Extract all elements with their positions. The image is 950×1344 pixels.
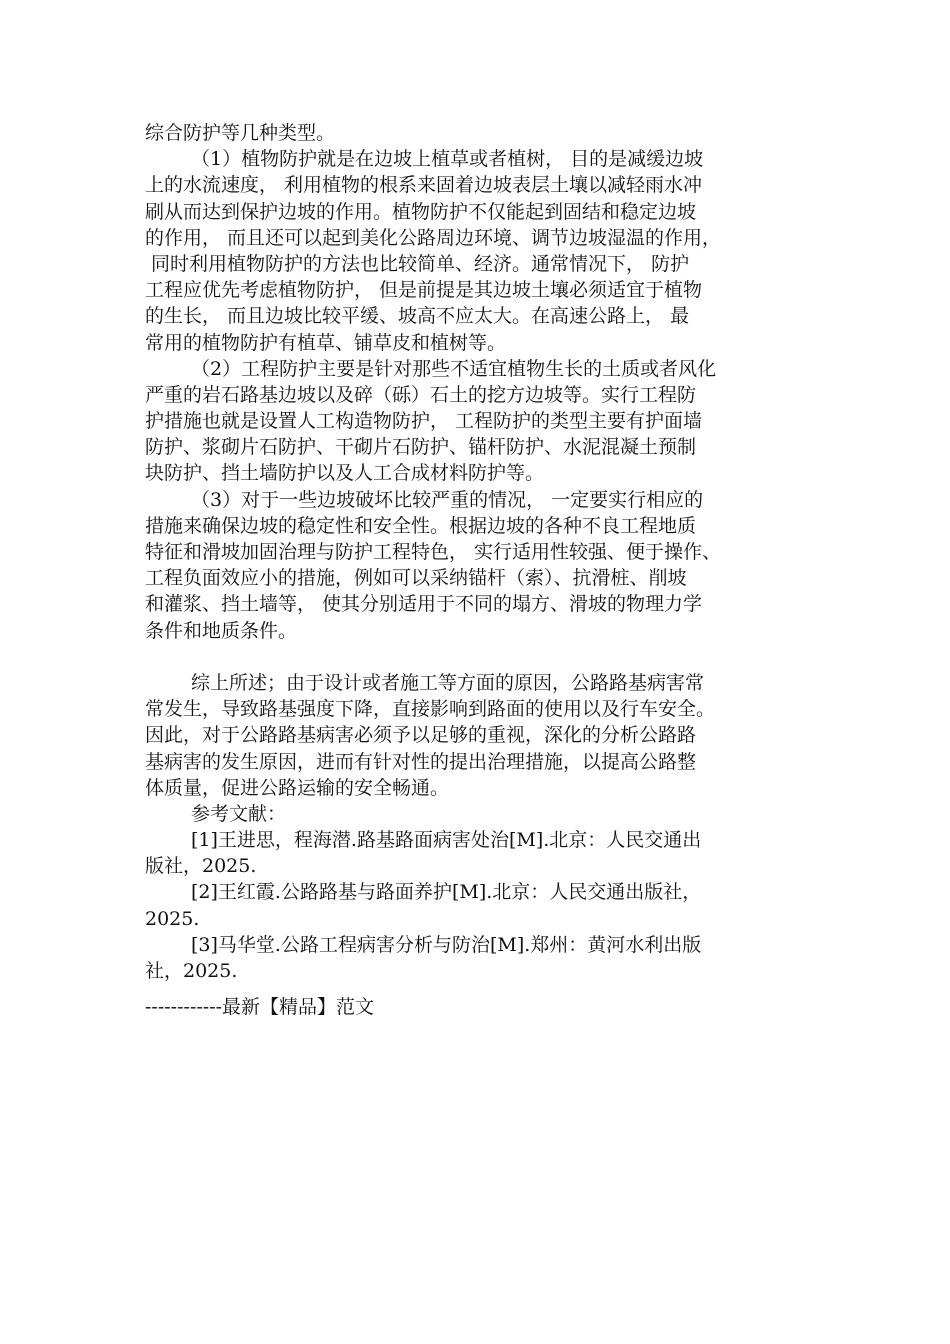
text-line: 工程负面效应小的措施，例如可以采纳锚杆（索）、抗滑桩、削坡: [145, 567, 687, 590]
text-line: [1]王进思，程海潜.路基路面病害处治[M].北京：人民交通出: [191, 829, 702, 852]
text-line: [3]马华堂.公路工程病害分析与防治[M].郑州：黄河水利出版: [191, 933, 702, 956]
text-line: 常用的植物防护有植草、铺草皮和植树等。: [145, 331, 507, 354]
text-line: 体质量，促进公路运输的安全畅通。: [145, 776, 450, 799]
text-line: 版社，2025.: [145, 855, 257, 878]
text-line: 综上所述；由于设计或者施工等方面的原因，公路路基病害常: [191, 671, 705, 694]
text-line: 条件和地质条件。: [145, 619, 298, 642]
text-line: 和灌浆、挡土墙等， 使其分别适用于不同的塌方、滑坡的物理力学: [145, 593, 703, 616]
text-line: 块防护、挡土墙防护以及人工合成材料防护等。: [145, 462, 545, 485]
text-line: 同时利用植物防护的方法也比较简单、经济。通常情况下， 防护: [145, 252, 690, 275]
text-line: 参考文献：: [191, 802, 287, 825]
text-line: 社，2025.: [145, 960, 238, 982]
text-line: （3）对于一些边坡破坏比较严重的情况， 一定要实行相应的: [191, 488, 704, 511]
text-line: 常发生，导致路基强度下降，直接影响到路面的使用以及行车安全。: [145, 698, 716, 721]
footer-banner: ------------最新【精品】范文: [145, 996, 375, 1018]
text-line: （2）工程防护主要是针对那些不适宜植物生长的土质或者风化: [191, 357, 717, 380]
text-line: 刷从而达到保护边坡的作用。植物防护不仅能起到固结和稳定边坡: [145, 200, 697, 223]
document-body: [145, 120, 820, 984]
text-line: 措施来确保边坡的稳定性和安全性。根据边坡的各种不良工程地质: [145, 514, 697, 537]
text-line: 综合防护等几种类型。: [145, 122, 336, 144]
text-line: 2025.: [145, 907, 200, 930]
text-line: 工程应优先考虑植物防护， 但是前提是其边坡土壤必须适宜于植物: [145, 279, 703, 302]
text-line: 因此，对于公路路基病害必须予以足够的重视，深化的分析公路路: [145, 724, 697, 747]
blank-line: [145, 644, 820, 670]
text-line: 的生长， 而且边坡比较平缓、坡高不应太大。在高速公路上， 最: [145, 305, 690, 328]
text-line: 严重的岩石路基边坡以及碎（砾）石土的挖方边坡等。实行工程防: [145, 383, 697, 406]
text-line: （1）植物防护就是在边坡上植草或者植树， 目的是减缓边坡: [191, 148, 704, 171]
text-line: 基病害的发生原因，进而有针对性的提出治理措施，以提高公路整: [145, 750, 697, 773]
text-line: 护措施也就是设置人工构造物防护， 工程防护的类型主要有护面墙: [145, 410, 703, 433]
text-line: 上的水流速度， 利用植物的根系来固着边坡表层土壤以减轻雨水冲: [145, 174, 703, 197]
text-line: 防护、浆砌片石防护、干砌片石防护、锚杆防护、水泥混凝土预制: [145, 436, 697, 459]
text-line: 特征和滑坡加固治理与防护工程特色， 实行适用性较强、便于操作、: [145, 541, 722, 563]
text-line: 的作用， 而且还可以起到美化公路周边环境、调节边坡湿温的作用，: [145, 226, 722, 249]
text-line: [2]王红霞.公路路基与路面养护[M].北京：人民交通出版社，: [191, 881, 702, 904]
